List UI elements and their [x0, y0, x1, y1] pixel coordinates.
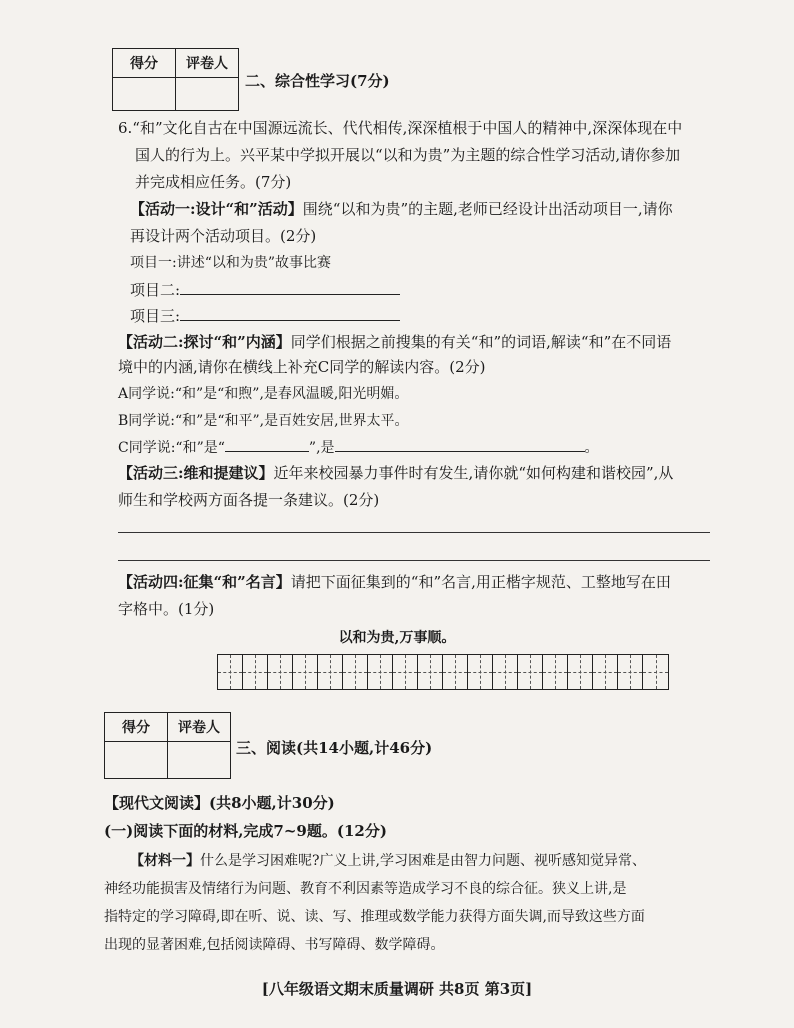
activity3-text1: 近年来校园暴力事件时有发生,请你就“如何构建和谐校园”,从	[273, 464, 674, 482]
activity2-a: A同学说:“和”是“和煦”,是春风温暖,阳光明媚。	[118, 386, 409, 402]
section2-title: 二、综合性学习(7分)	[245, 72, 390, 90]
score-label: 得分	[105, 713, 168, 742]
tianzige-cell[interactable]	[268, 655, 293, 689]
part1-instruction: (一)阅读下面的材料,完成7~9题。(12分)	[104, 822, 387, 840]
tianzige-cell[interactable]	[343, 655, 368, 689]
item2-answer-line[interactable]	[180, 280, 400, 295]
activity3-intro	[118, 462, 673, 483]
item3-answer-line[interactable]	[180, 306, 400, 321]
answer-line-2[interactable]	[118, 560, 710, 561]
activity2-c-row	[118, 437, 599, 457]
score-label: 得分	[113, 49, 176, 78]
score-box-section3	[104, 712, 231, 779]
activity1-item2: 项目二:	[130, 281, 181, 299]
material1-line4: 出现的显著困难,包括阅读障碍、书写障碍、数学障碍。	[104, 937, 445, 953]
activity2-c-mid: ”,是	[308, 440, 335, 456]
c-word-blank[interactable]	[225, 437, 309, 452]
activity1-text1: 围绕“以和为贵”的主题,老师已经设计出活动项目一,请你	[302, 200, 673, 218]
score-box-top	[112, 48, 239, 111]
tianzige-grid[interactable]	[217, 654, 669, 690]
tianzige-cell[interactable]	[218, 655, 243, 689]
famous-quote: 以和为贵,万事顺。	[338, 630, 456, 646]
tianzige-cell[interactable]	[368, 655, 393, 689]
tianzige-cell[interactable]	[243, 655, 268, 689]
score-cell[interactable]	[113, 78, 176, 111]
activity1-item3: 项目三:	[130, 307, 181, 325]
tianzige-cell[interactable]	[418, 655, 443, 689]
activity4-text1: 请把下面征集到的“和”名言,用正楷字规范、工整地写在田	[290, 573, 671, 591]
tianzige-cell[interactable]	[643, 655, 668, 689]
score-cell[interactable]	[105, 742, 168, 779]
tianzige-cell[interactable]	[493, 655, 518, 689]
activity1-heading: 【活动一:设计“和”活动】	[130, 200, 303, 218]
activity1-item2-row	[130, 279, 400, 300]
material1-line2: 神经功能损害及情绪行为问题、教育不利因素等造成学习不良的综合征。狭义上讲,是	[104, 881, 627, 897]
tianzige-cell[interactable]	[593, 655, 618, 689]
material1-line1-row	[130, 850, 646, 870]
page-footer: [八年级语文期末质量调研 共8页 第3页]	[261, 980, 533, 998]
activity2-text2: 境中的内涵,请你在横线上补充C同学的解读内容。(2分)	[118, 358, 486, 376]
material1-heading: 【材料一】	[130, 853, 200, 869]
activity2-heading: 【活动二:探讨“和”内涵】	[118, 333, 291, 351]
activity2-intro	[118, 331, 671, 352]
activity2-c-prefix: C同学说:“和”是“	[118, 440, 225, 456]
c-meaning-blank[interactable]	[335, 437, 585, 452]
tianzige-cell[interactable]	[393, 655, 418, 689]
grader-cell[interactable]	[176, 78, 239, 111]
activity1-item3-row	[130, 305, 400, 326]
activity2-text1: 同学们根据之前搜集的有关“和”的词语,解读“和”在不同语	[290, 333, 672, 351]
activity3-heading: 【活动三:维和提建议】	[118, 464, 274, 482]
tianzige-cell[interactable]	[293, 655, 318, 689]
grader-label: 评卷人	[168, 713, 231, 742]
q6-line2: 国人的行为上。兴平某中学拟开展以“以和为贵”为主题的综合性学习活动,请你参加	[135, 146, 681, 164]
modern-heading-rest: (共8小题,计30分)	[209, 794, 335, 812]
q6-line3: 并完成相应任务。(7分)	[135, 173, 292, 191]
grader-cell[interactable]	[168, 742, 231, 779]
tianzige-cell[interactable]	[518, 655, 543, 689]
activity1-text2: 再设计两个活动项目。(2分)	[130, 227, 317, 245]
grader-label: 评卷人	[176, 49, 239, 78]
activity1-intro	[130, 198, 673, 219]
activity4-heading: 【活动四:征集“和”名言】	[118, 573, 291, 591]
q6-line1: 6.“和”文化自古在中国源远流长、代代相传,深深植根于中国人的精神中,深深体现在中	[118, 119, 683, 137]
tianzige-cell[interactable]	[568, 655, 593, 689]
modern-reading-row	[104, 792, 335, 813]
tianzige-cell[interactable]	[318, 655, 343, 689]
tianzige-cell[interactable]	[543, 655, 568, 689]
activity1-item1: 项目一:讲述“以和为贵”故事比赛	[130, 255, 332, 271]
activity4-intro	[118, 571, 671, 592]
material1-line3: 指特定的学习障碍,即在听、说、读、写、推理或数学能力获得方面失调,而导致这些方面	[104, 909, 645, 925]
activity2-b: B同学说:“和”是“和平”,是百姓安居,世界太平。	[118, 413, 409, 429]
tianzige-cell[interactable]	[443, 655, 468, 689]
modern-heading: 【现代文阅读】	[104, 794, 210, 812]
tianzige-cell[interactable]	[618, 655, 643, 689]
tianzige-cell[interactable]	[468, 655, 493, 689]
activity2-c-end: 。	[584, 440, 599, 456]
answer-line-1[interactable]	[118, 532, 710, 533]
material1-line1: 什么是学习困难呢?广义上讲,学习困难是由智力问题、视听感知觉异常、	[200, 853, 646, 869]
activity3-text2: 师生和学校两方面各提一条建议。(2分)	[118, 491, 380, 509]
activity4-text2: 字格中。(1分)	[118, 600, 215, 618]
section3-title: 三、阅读(共14小题,计46分)	[236, 739, 433, 757]
